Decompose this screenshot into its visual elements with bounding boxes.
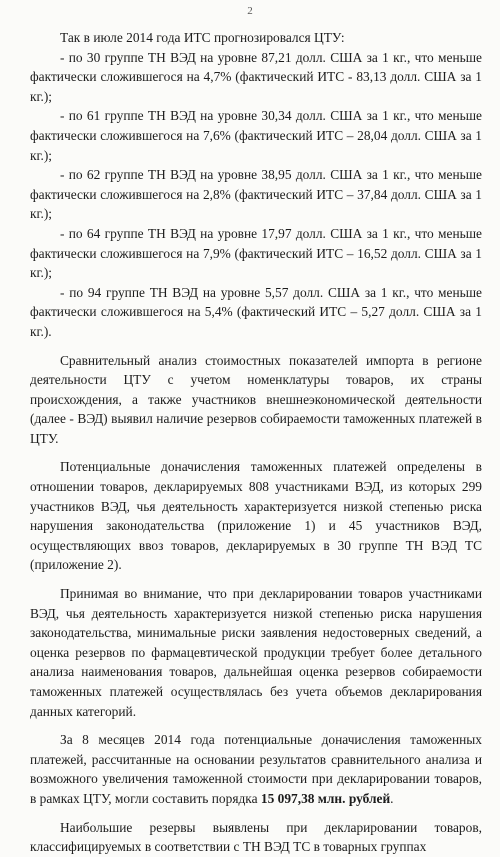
total-amount: 15 097,38 млн. рублей [260,790,391,806]
eight-months-end: . [390,790,394,806]
largest-reserves-paragraph: Наибольшие резервы выявлены при декларировании товаров, классифицируемых в соответствии с ТН ВЭД ТС в товарных группах [30,819,482,855]
forecast-item: - по 94 группе ТН ВЭД на уровне 5,57 долл. США за 1 кг., что меньше фактически сложившегося на 5,4% (фактический ИТС – 5,27 долл. США за 1 кг.). [30,284,482,339]
considering-paragraph: Принимая во внимание, что при декларировании товаров участниками ВЭД, чья деятельность характеризуется низкой степенью риска нарушения законодательства, минимальные риски заявления недостоверных сведений, а оценка резервов по фармацевтической продукции требует более детального анализа наименования товаров, дальнейшая оценка резервов собираемости таможенных платежей осуществлялась без учета объемов декларирования данных категорий. [30,586,482,719]
page-number: 2 [247,5,253,17]
intro-paragraph: Так в июле 2014 года ИТС прогнозировался ЦТУ: [60,30,345,45]
forecast-item: - по 30 группе ТН ВЭД на уровне 87,21 долл. США за 1 кг., что меньше фактически сложившегося на 4,7% (фактический ИТС - 83,13 долл. США за 1 кг.); [30,49,482,104]
document-body [30,28,482,857]
forecast-item: - по 61 группе ТН ВЭД на уровне 30,34 долл. США за 1 кг., что меньше фактически сложившегося на 7,6% (фактический ИТС – 28,04 долл. США за 1 кг.); [30,108,482,163]
forecast-item: - по 64 группе ТН ВЭД на уровне 17,97 долл. США за 1 кг., что меньше фактически сложившегося на 7,9% (фактический ИТС – 16,52 долл. США за 1 кг.); [30,225,482,281]
eight-months-paragraph [30,730,482,808]
eight-months-text: За 8 месяцев 2014 года потенциальные доначисления таможенных платежей, рассчитанные на основании результатов сравнительного анализа и возможного увеличения таможенной стоимости при декларировании товаров, в рамках ЦТУ, могли составить порядка [30,732,482,806]
forecast-item: - по 62 группе ТН ВЭД на уровне 38,95 долл. США за 1 кг., что меньше фактически сложившегося на 2,8% (фактический ИТС – 37,84 долл. США за 1 кг.); [30,167,482,222]
potential-charges-paragraph: Потенциальные доначисления таможенных платежей определены в отношении товаров, декларируемых 808 участниками ВЭД, из которых 299 участников ВЭД, чья деятельность характеризуется низкой степенью риска нарушения законодательства (приложение 1) и 45 участников ВЭД, осуществляющих ввоз товаров, декларируемых в 30 группе ТН ВЭД ТС (приложение 2). [30,459,482,573]
analysis-paragraph: Сравнительный анализ стоимостных показателей импорта в регионе деятельности ЦТУ с учетом номенклатуры товаров, их страны происхождения, а также участников внешнеэкономической деятельности (далее - ВЭД) выявил наличие резервов собираемости таможенных платежей в ЦТУ. [30,352,482,446]
